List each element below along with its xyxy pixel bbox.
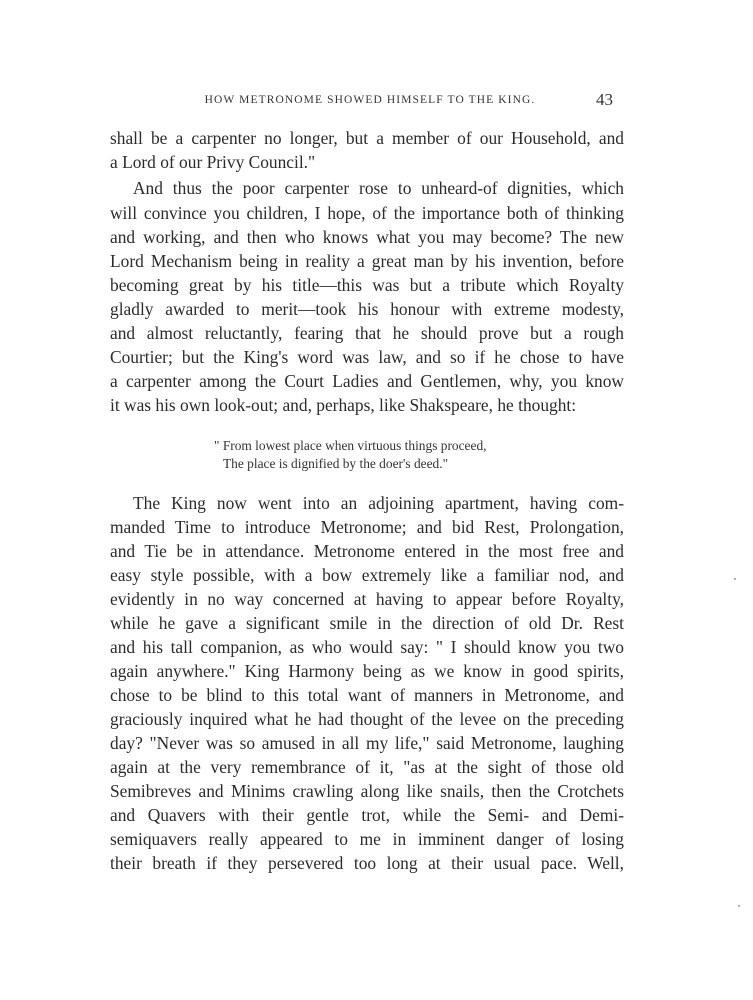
text-line: chose to be blind to this total want of manners in Metronome, and: [110, 685, 624, 705]
text-line: Courtier; but the King's word was law, and so if he chose to have: [110, 347, 624, 367]
text-line: a Lord of our Privy Council.": [110, 152, 316, 172]
paper-speck: [734, 578, 736, 580]
text-line: Lord Mechanism being in reality a great man by his invention, before: [110, 251, 624, 271]
text-line: and Tie be in attendance. Metronome entered in the most free and: [110, 541, 624, 561]
text-line: day? "Never was so amused in all my life," said Metronome, laughing: [110, 733, 624, 753]
text-line: gladly awarded to merit—took his honour with extreme modesty,: [110, 299, 624, 319]
text-line: it was his own look-out; and, perhaps, like Shakspeare, he thought:: [110, 395, 577, 415]
text-line: and working, and then who knows what you may become? The new: [110, 227, 624, 247]
quote-line: " From lowest place when virtuous things proceed,: [214, 438, 487, 453]
quote-line: The place is dignified by the doer's deed.": [223, 456, 449, 471]
text-line: again at the very remembrance of it, "as at the sight of those old: [110, 757, 624, 777]
text-line: becoming great by his title—this was but a tribute which Royalty: [110, 275, 624, 295]
text-line: again anywhere." King Harmony being as we know in good spirits,: [110, 661, 624, 681]
text-line: will convince you children, I hope, of the importance both of thinking: [110, 203, 624, 223]
text-line: And thus the poor carpenter rose to unheard-of dignities, which: [133, 178, 624, 198]
text-line: and Quavers with their gentle trot, while the Semi- and Demi-: [110, 805, 624, 825]
text-line: Semibreves and Minims crawling along like snails, then the Crotchets: [110, 781, 624, 801]
text-line: and almost reluctantly, fearing that he should prove but a rough: [110, 323, 624, 343]
text-line: while he gave a significant smile in the direction of old Dr. Rest: [110, 613, 624, 633]
text-line: manded Time to introduce Metronome; and bid Rest, Prolongation,: [110, 517, 624, 537]
running-head: HOW METRONOME SHOWED HIMSELF TO THE KING.: [204, 94, 536, 106]
paper-speck: [738, 905, 740, 907]
text-line: and his tall companion, as who would say: " I should know you two: [110, 637, 624, 657]
text-line: The King now went into an adjoining apartment, having com-: [133, 493, 624, 513]
text-line: shall be a carpenter no longer, but a member of our Household, and: [110, 128, 624, 148]
text-line: a carpenter among the Court Ladies and Gentlemen, why, you know: [110, 371, 624, 391]
text-line: easy style possible, with a bow extremely like a familiar nod, and: [110, 565, 624, 585]
text-line: graciously inquired what he had thought of the levee on the preceding: [110, 709, 624, 729]
page-number: 43: [596, 90, 613, 109]
text-line: semiquavers really appeared to me in imminent danger of losing: [110, 829, 624, 849]
text-line: evidently in no way concerned at having to appear before Royalty,: [110, 589, 624, 609]
text-line: their breath if they persevered too long at their usual pace. Well,: [110, 853, 624, 873]
